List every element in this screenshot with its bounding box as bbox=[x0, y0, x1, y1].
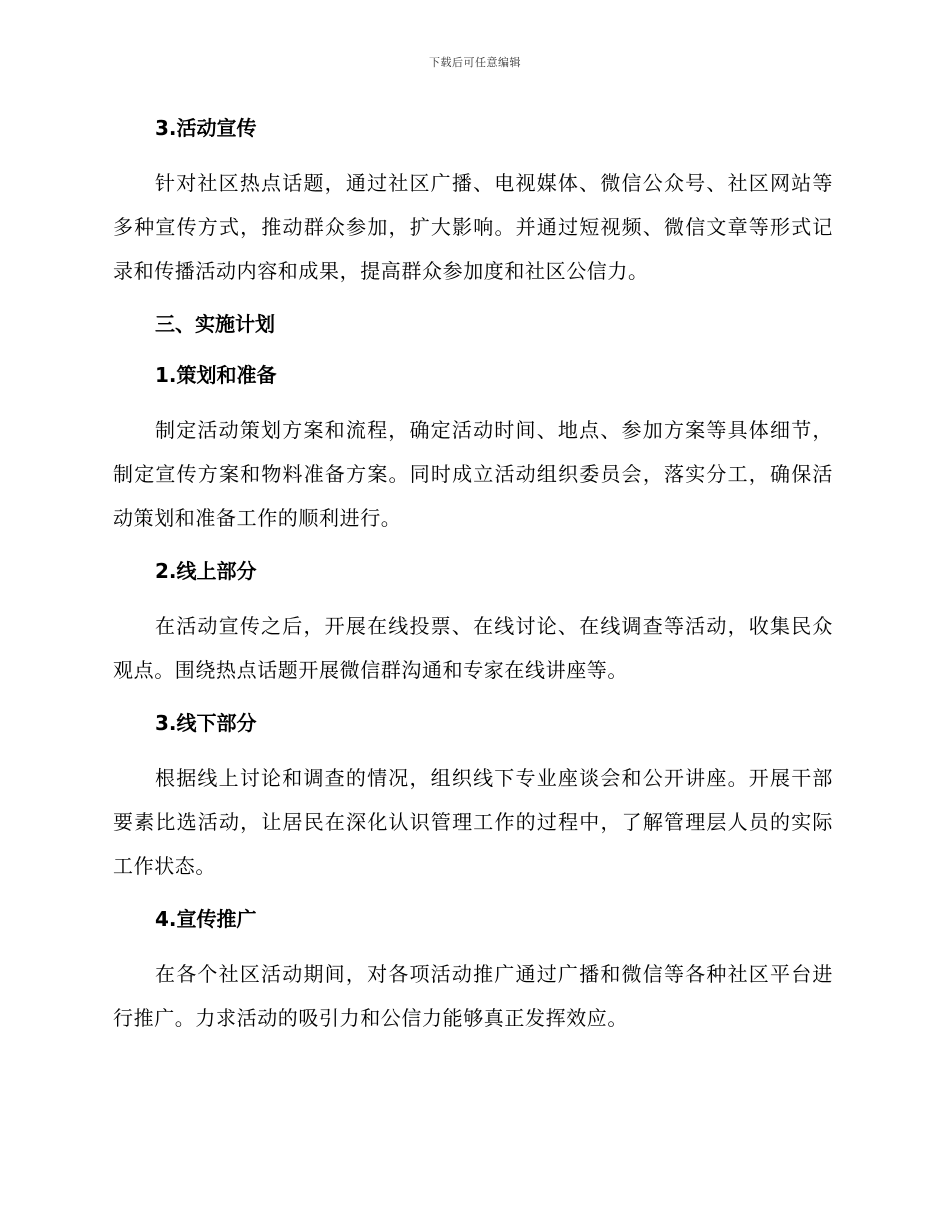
paragraph-offline-part: 根据线上讨论和调查的情况，组织线下专业座谈会和公开讲座。开展干部要素比选活动，让居民在深化认识管理工作的过程中，了解管理层人员的实际工作状态。 bbox=[113, 766, 833, 878]
page-header-note: 下载后可任意编辑 bbox=[429, 56, 521, 69]
paragraph-planning-preparation: 制定活动策划方案和流程，确定活动时间、地点、参加方案等具体细节，制定宣传方案和物料准备方案。同时成立活动组织委员会，落实分工，确保活动策划和准备工作的顺利进行。 bbox=[113, 418, 833, 530]
document-body bbox=[113, 108, 833, 1040]
paragraph-online-part: 在活动宣传之后，开展在线投票、在线讨论、在线调查等活动，收集民众观点。围绕热点话题开展微信群沟通和专家在线讲座等。 bbox=[113, 614, 833, 682]
paragraph-activity-publicity: 针对社区热点话题，通过社区广播、电视媒体、微信公众号、社区网站等多种宣传方式，推动群众参加，扩大影响。并通过短视频、微信文章等形式记录和传播活动内容和成果，提高群众参加度和社区公信力。 bbox=[113, 171, 833, 283]
section-heading-planning-preparation: 1.策划和准备 bbox=[155, 363, 277, 387]
section-heading-offline-part: 3.线下部分 bbox=[155, 711, 257, 735]
paragraph-promotion: 在各个社区活动期间，对各项活动推广通过广播和微信等各种社区平台进行推广。力求活动的吸引力和公信力能够真正发挥效应。 bbox=[113, 962, 833, 1030]
section-heading-online-part: 2.线上部分 bbox=[155, 559, 257, 583]
section-heading-implementation-plan: 三、实施计划 bbox=[155, 312, 275, 336]
section-heading-activity-publicity: 3.活动宣传 bbox=[155, 116, 257, 140]
section-heading-promotion: 4.宣传推广 bbox=[155, 907, 257, 931]
